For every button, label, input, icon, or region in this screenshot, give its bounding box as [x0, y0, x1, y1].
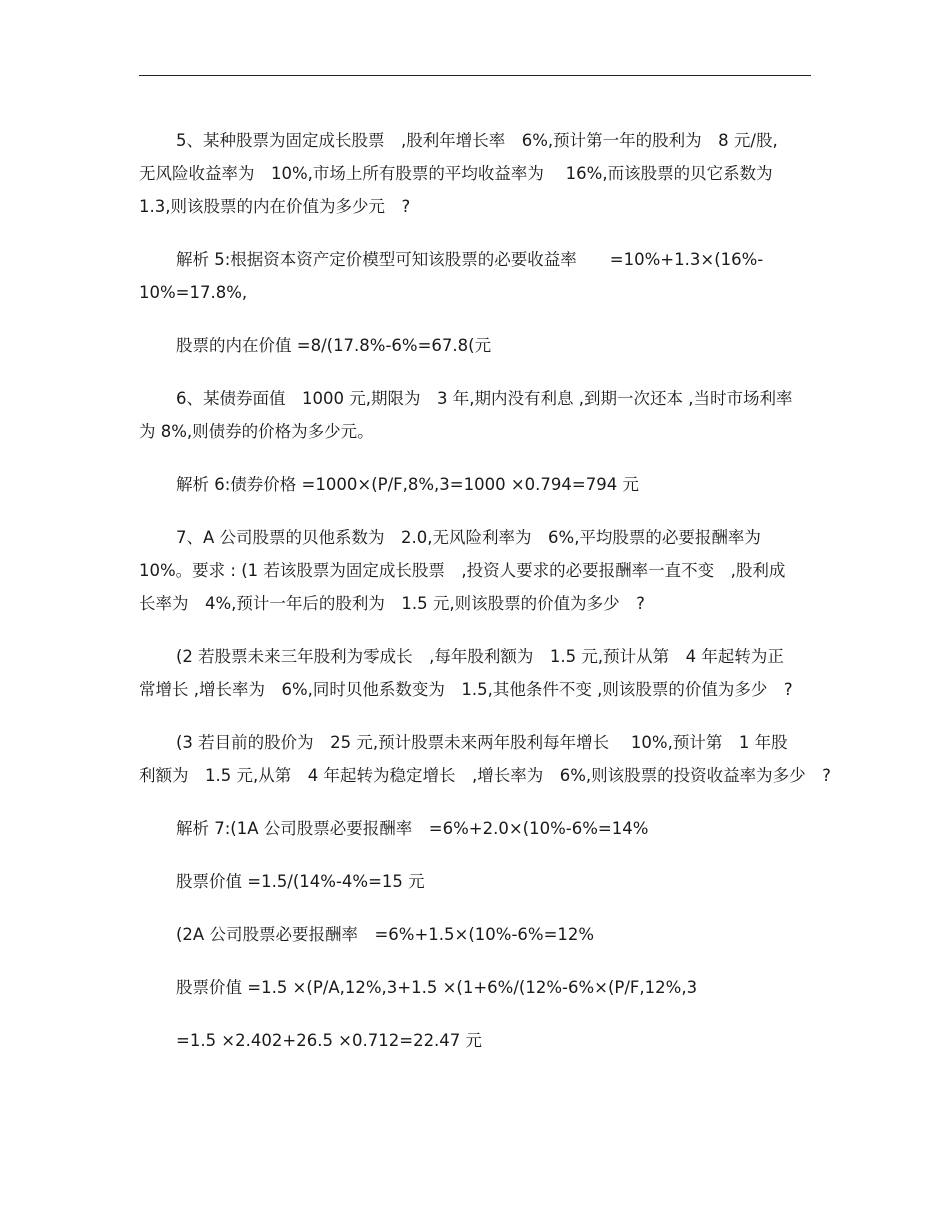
text-line: 10%。要求 : (1 若该股票为固定成长股票 ,投资人要求的必要报酬率一直不变 ,股利成: [139, 561, 786, 580]
answer-5-value: [139, 329, 819, 362]
text-line: (2A 公司股票必要报酬率 =6%+1.5×(10%-6%=12%: [176, 925, 595, 944]
text-line: 1.3,则该股票的内在价值为多少元 ?: [139, 197, 411, 216]
question-5: [139, 124, 819, 223]
answer-7-part-1: [139, 812, 819, 845]
text-line: (2 若股票未来三年股利为零成长 ,每年股利额为 1.5 元,预计从第 4 年起转为正: [176, 647, 784, 666]
text-line: (3 若目前的股价为 25 元,预计股票未来两年股利每年增长 10%,预计第 1 年股: [176, 733, 788, 752]
document-body: [139, 124, 831, 1077]
text-line: 股票价值 =1.5 ×(P/A,12%,3+1.5 ×(1+6%/(12%-6%×(P/F,12%,3: [176, 978, 698, 997]
text-line: 无风险收益率为 10%,市场上所有股票的平均收益率为 16%,而该股票的贝它系数为: [139, 164, 773, 183]
text-line: 股票的内在价值 =8/(17.8%-6%=67.8(元: [176, 336, 492, 355]
text-line: 解析 7:(1A 公司股票必要报酬率 =6%+2.0×(10%-6%=14%: [176, 819, 649, 838]
answer-5: [139, 243, 819, 309]
answer-7-part-2-formula: [139, 971, 819, 1004]
question-7-part-3: [139, 726, 831, 792]
text-line: 10%=17.8%,: [139, 283, 248, 302]
answer-6: [139, 468, 819, 501]
text-line: =1.5 ×2.402+26.5 ×0.712=22.47 元: [176, 1031, 483, 1050]
question-6: [139, 382, 819, 448]
question-7-part-2: [139, 640, 819, 706]
text-line: 7、A 公司股票的贝他系数为 2.0,无风险利率为 6%,平均股票的必要报酬率为: [176, 528, 761, 547]
text-line: 为 8%,则债券的价格为多少元。: [139, 422, 374, 441]
text-line: 6、某债券面值 1000 元,期限为 3 年,期内没有利息 ,到期一次还本 ,当时市场利率: [176, 389, 793, 408]
text-line: 解析 5:根据资本资产定价模型可知该股票的必要收益率 =10%+1.3×(16%-: [176, 250, 764, 269]
answer-7-part-2: [139, 918, 819, 951]
question-7: [139, 521, 819, 620]
answer-7-part-2-result: [139, 1024, 819, 1057]
text-line: 长率为 4%,预计一年后的股利为 1.5 元,则该股票的价值为多少 ?: [139, 594, 645, 613]
text-line: 利额为 1.5 元,从第 4 年起转为稳定增长 ,增长率为 6%,则该股票的投资收益率为多少 ?: [139, 766, 831, 785]
text-line: 5、某种股票为固定成长股票 ,股利年增长率 6%,预计第一年的股利为 8 元/股,: [176, 131, 778, 150]
text-line: 解析 6:债券价格 =1000×(P/F,8%,3=1000 ×0.794=794 元: [176, 475, 639, 494]
answer-7-part-1-value: [139, 865, 819, 898]
text-line: 股票价值 =1.5/(14%-4%=15 元: [176, 872, 425, 891]
text-line: 常增长 ,增长率为 6%,同时贝他系数变为 1.5,其他条件不变 ,则该股票的价值为多少 ?: [139, 680, 793, 699]
header-rule: [139, 75, 811, 76]
